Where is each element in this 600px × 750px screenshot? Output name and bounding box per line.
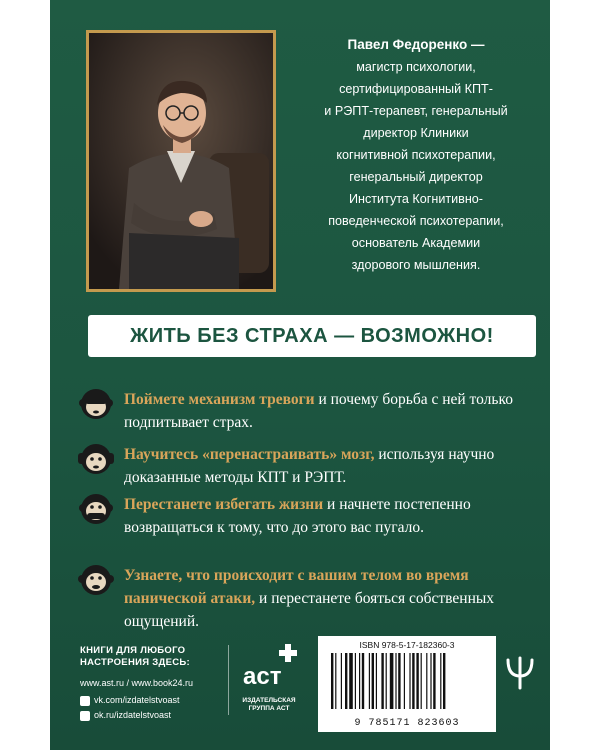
logo-caption-line: ГРУППА АСТ [248,705,290,712]
benefit-text [124,443,538,489]
author-photo [86,30,276,292]
benefit-item [78,564,538,633]
isbn-text: ISBN 978-5-17-182360-3 [359,640,455,650]
bio-line: поведенческой психотерапии, [328,214,504,228]
isbn-barcode [318,636,496,732]
author-bio [298,34,534,276]
benefit-highlight: Узнаете, что происходит с вашим телом во время панической атаки, [124,567,469,607]
author-name: Павел Федоренко — [347,37,485,52]
bio-line: основатель Академии [351,236,481,250]
bio-line: Института Когнитивно- [348,192,483,206]
monkey-face-icon [78,562,114,598]
vk-link-text: vk.com/izdatelstvoast [94,695,180,705]
monkey-hear-no-evil-icon [78,441,114,477]
footer-divider [228,645,229,715]
monkey-see-no-evil-icon [78,386,114,422]
bio-line: магистр психологии, [356,60,476,74]
bio-line: генеральный директор [349,170,483,184]
bio-line: когнитивной психотерапии, [336,148,496,162]
ast-logo-text: аст [243,663,282,690]
benefit-highlight: Перестанете избегать жизни [124,496,324,513]
logo-caption [238,697,300,713]
benefit-text [124,564,538,633]
publisher-logo [238,640,300,722]
bio-line: директор Клиники [363,126,469,140]
benefit-item [78,388,538,434]
monkey-speak-no-evil-icon [78,491,114,527]
ast-logo-mark [241,640,297,690]
slogan-banner [88,315,536,357]
vk-link[interactable] [80,693,230,708]
logo-caption-line: ИЗДАТЕЛЬСКАЯ [242,697,296,704]
footer-links [80,645,230,723]
vk-icon [80,696,90,706]
footer-heading-line: КНИГИ ДЛЯ ЛЮБОГО [80,645,186,656]
footer-heading-line: НАСТРОЕНИЯ ЗДЕСЬ: [80,657,191,668]
publisher-websites[interactable]: www.ast.ru / www.book24.ru [80,678,194,688]
benefit-rest: и начнете постепенно возвращаться к тому, что до этого вас пугало. [124,496,471,536]
book-back-cover [50,0,550,750]
footer-heading [80,645,230,669]
slogan-text: ЖИТЬ БЕЗ СТРАХА — ВОЗМОЖНО! [130,324,494,347]
benefit-highlight: Поймете механизм тревоги [124,391,315,408]
ok-link[interactable] [80,708,230,723]
bio-line: и РЭПТ-терапевт, генеральный [324,104,508,118]
benefit-text [124,493,538,539]
barcode-digits: 9 785171 823603 [354,718,460,729]
benefit-rest: используя научно доказанные методы КПТ и РЭПТ. [124,446,495,486]
benefit-item [78,443,538,489]
benefit-rest: и почему борьба с ней только подпитывает страх. [124,391,513,431]
psi-logo-icon [500,652,540,692]
bio-line: здорового мышления. [351,258,481,272]
benefit-item [78,493,538,539]
ok-link-text: ok.ru/izdatelstvoast [94,710,172,720]
bio-line: сертифицированный КПТ- [339,82,493,96]
benefit-text [124,388,538,434]
barcode-bars [327,653,487,709]
benefit-highlight: Научитесь «перенастраивать» мозг, [124,446,375,463]
benefit-rest: и перестанете бояться собственных ощущений. [124,590,495,630]
ok-icon [80,711,90,721]
